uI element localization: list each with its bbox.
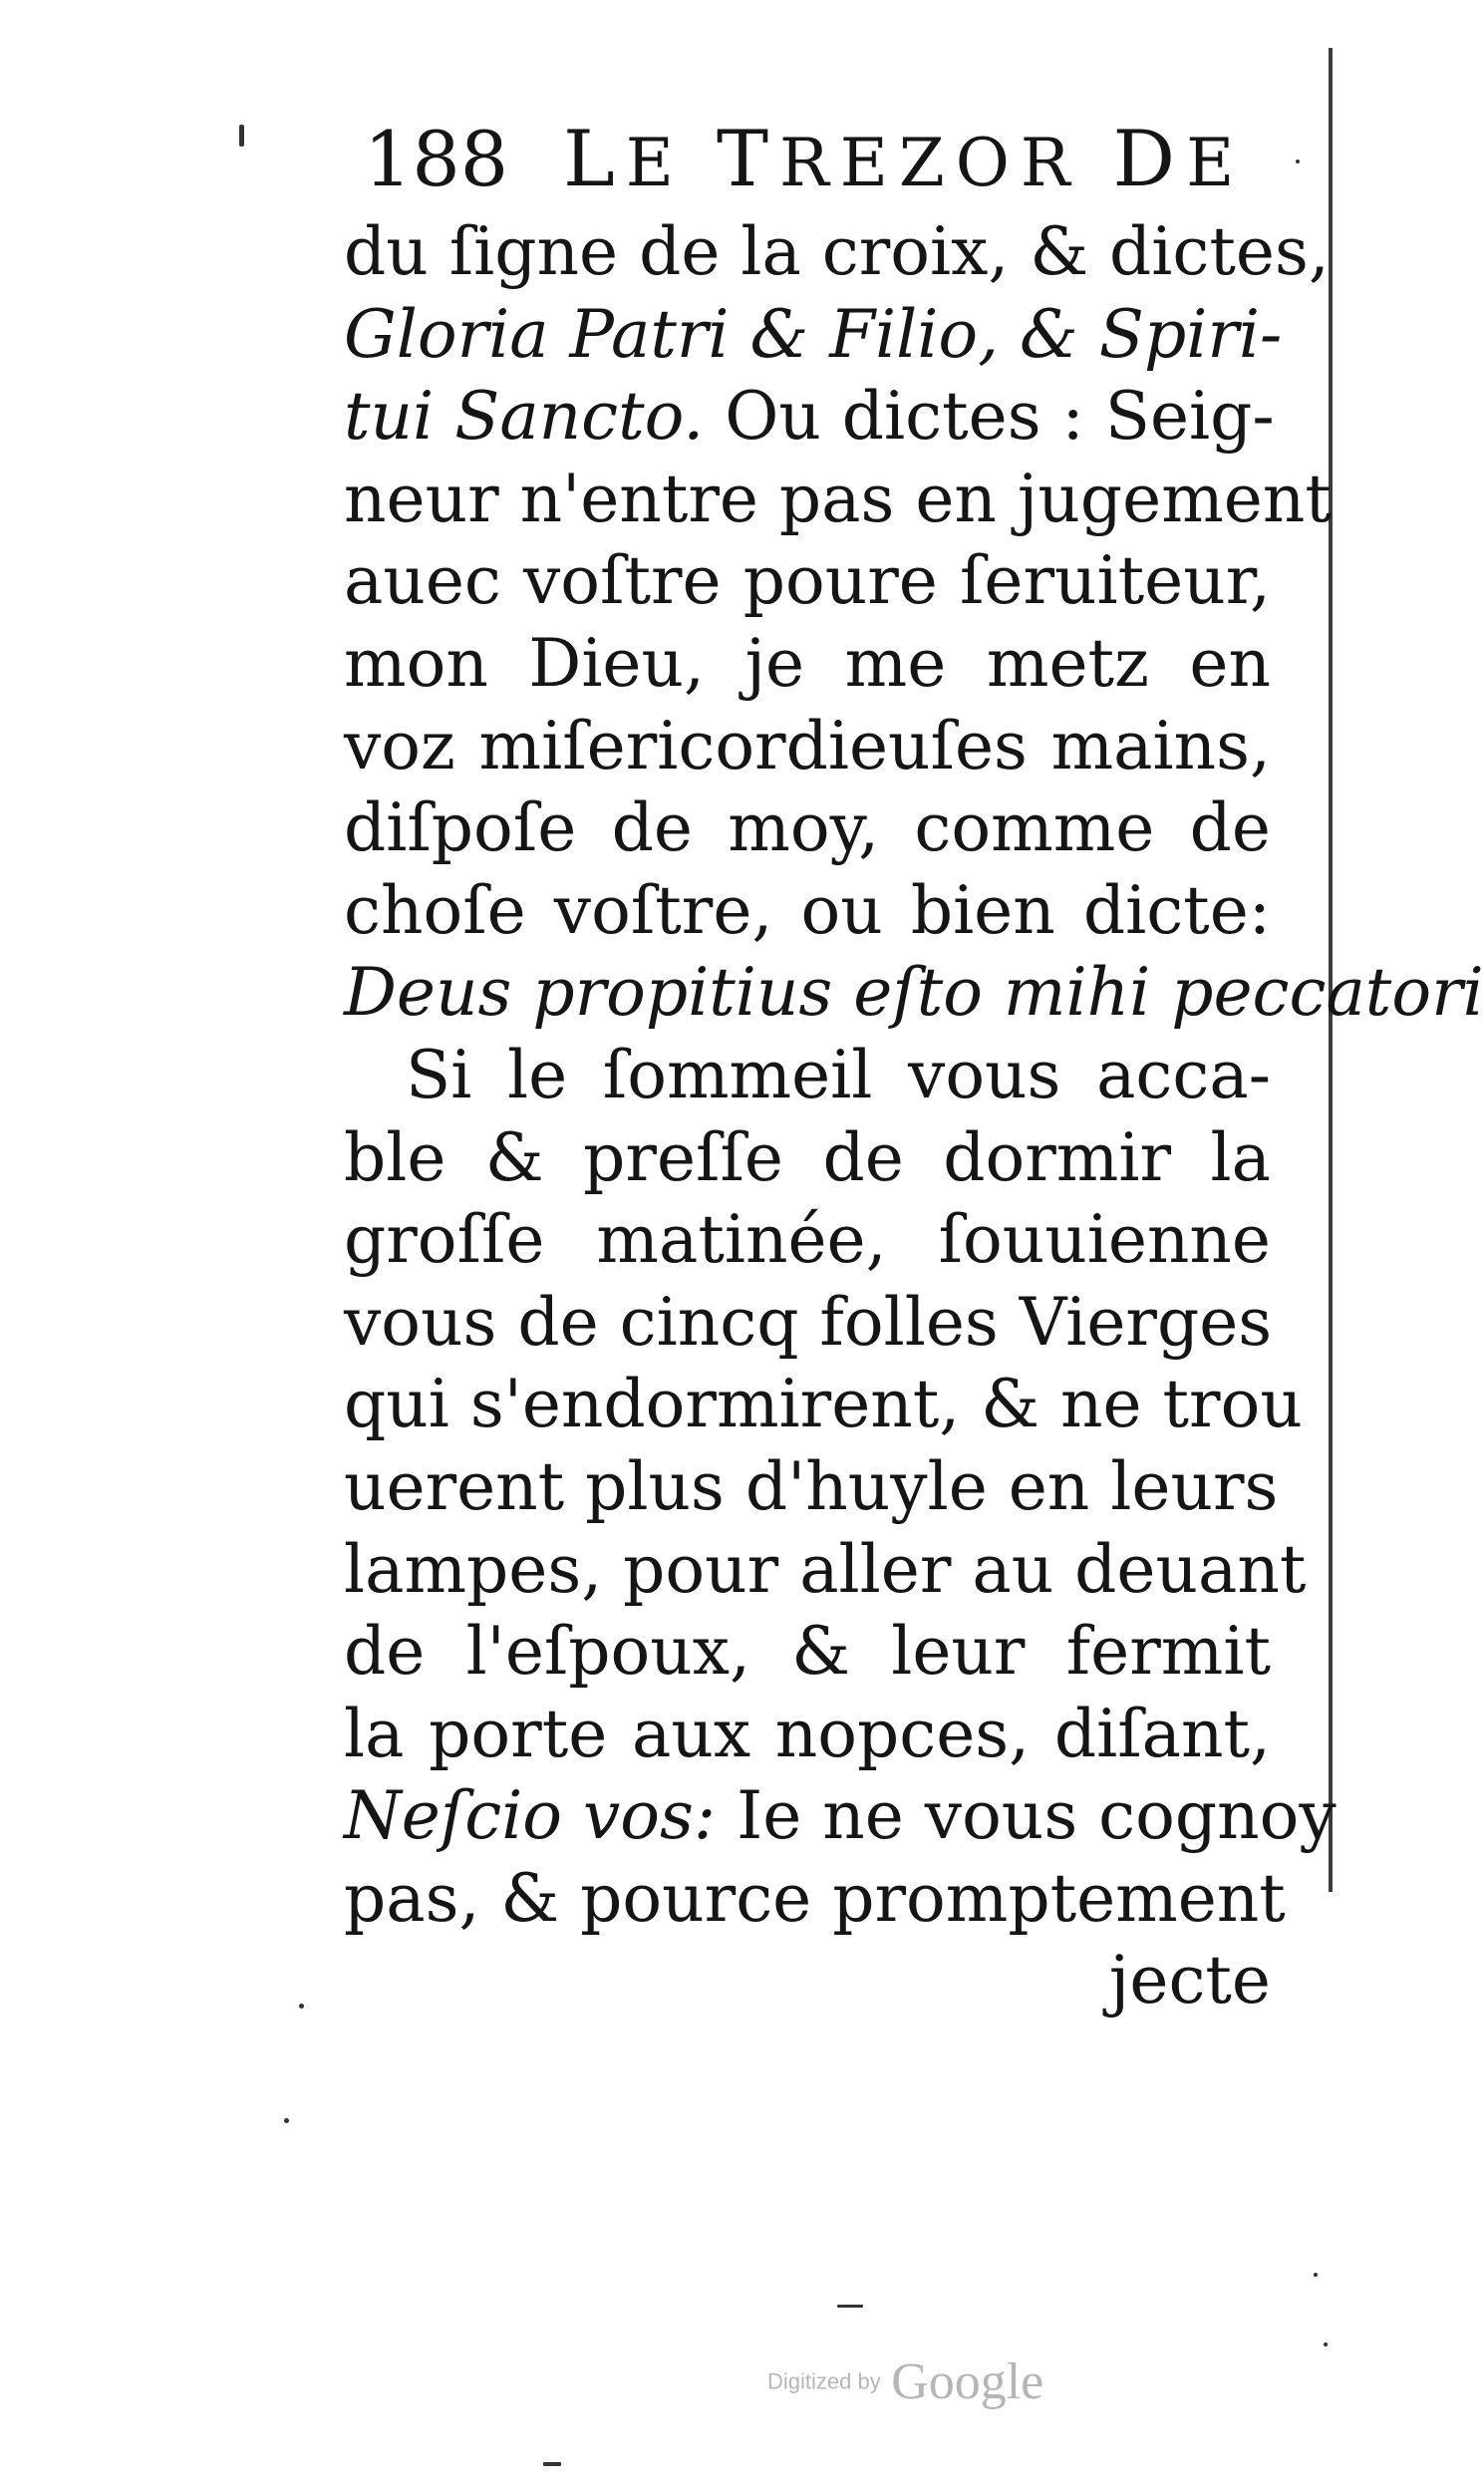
text-line	[344, 787, 1271, 870]
text-segment: la porte aux nopces, diſant,	[344, 1695, 1271, 1772]
text-segment: qui s'endormirent, & ne trou	[344, 1366, 1303, 1443]
running-head: LE TREZOR DE	[563, 115, 1246, 204]
latin-phrase: tui Sancto.	[344, 378, 705, 456]
text-line	[344, 376, 1275, 459]
text-segment: lampes, pour aller au deuant	[344, 1530, 1307, 1608]
text-line	[344, 1199, 1271, 1282]
text-line	[344, 1446, 1279, 1529]
text-line	[344, 211, 1330, 294]
text-line	[344, 1364, 1303, 1446]
text-segment: ble & preſſe de dormir la	[344, 1118, 1271, 1196]
text-segment: Si le ſommeil vous acca-	[406, 1036, 1271, 1113]
text-segment: de l'eſpoux, & leur fermit	[344, 1613, 1271, 1691]
text-line	[344, 1035, 1271, 1117]
watermark-prefix: Digitized by	[767, 2368, 881, 2394]
text-line	[344, 294, 1283, 377]
text-line	[344, 1117, 1271, 1200]
text-segment: jecte	[1108, 1942, 1271, 2020]
text-line	[344, 540, 1271, 623]
latin-phrase: Gloria Patri & Filio, & Spiri-	[344, 295, 1283, 373]
text-segment: groſſe matinée, ſouuienne	[344, 1201, 1271, 1279]
text-segment: pas, & pource promptement	[344, 1859, 1286, 1937]
ink-speck	[284, 2118, 289, 2123]
text-segment: Ie ne vous cognoy	[716, 1777, 1336, 1855]
body-text	[344, 211, 1484, 2023]
text-segment: voz miſericordieuſes mains,	[344, 707, 1271, 784]
ink-speck	[1296, 159, 1300, 163]
text-segment: vous de cincq folles Vierges	[344, 1283, 1273, 1361]
text-line	[344, 1529, 1307, 1612]
google-logo: Google	[891, 2353, 1044, 2410]
page-number: 188	[364, 115, 509, 203]
catchword	[344, 1940, 1271, 2023]
ink-speck	[1314, 2273, 1318, 2277]
latin-phrase: Deus propitius eſto mihi peccatori	[344, 954, 1484, 1032]
text-line	[344, 1694, 1271, 1776]
text-segment: choſe voſtre, ou bien dicte:	[344, 871, 1271, 949]
text-line	[344, 870, 1271, 953]
text-segment: Ou dictes : Seig-	[704, 378, 1275, 456]
text-segment: neur n'entre pas en jugement	[344, 460, 1332, 537]
text-segment: auec voſtre poure ſeruiteur,	[344, 542, 1271, 620]
ink-speck	[837, 2305, 863, 2308]
digitization-watermark	[767, 2352, 1043, 2411]
text-line	[344, 1611, 1271, 1694]
text-segment: uerent plus d'huyle en leurs	[344, 1447, 1279, 1525]
text-segment: du ſigne de la croix, & dictes,	[344, 213, 1330, 290]
text-segment: mon Dieu, je me metz en	[344, 624, 1271, 702]
ink-speck	[239, 125, 244, 147]
text-segment: diſpoſe de moy, comme de	[344, 789, 1271, 867]
text-line	[344, 623, 1271, 706]
ink-speck	[299, 2004, 304, 2009]
ink-speck	[543, 2462, 561, 2466]
text-line	[344, 952, 1484, 1035]
text-line	[344, 706, 1271, 788]
ink-speck	[1324, 2342, 1328, 2346]
text-line	[344, 1858, 1286, 1941]
latin-phrase: Neſcio vos:	[344, 1777, 717, 1855]
text-line	[344, 459, 1332, 541]
page-header	[364, 110, 1261, 209]
text-line	[344, 1775, 1336, 1858]
text-line	[344, 1282, 1271, 1365]
